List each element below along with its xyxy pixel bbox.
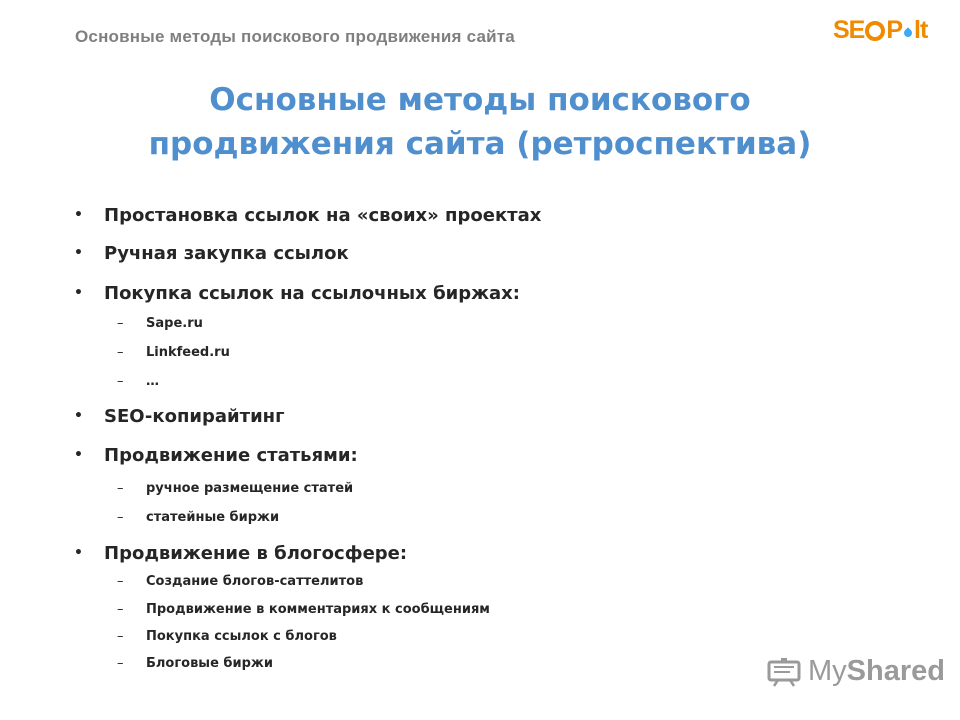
slide-title-line2: продвижения сайта (ретроспектива) <box>148 126 812 162</box>
list-item-text: SEO-копирайтинг <box>104 406 285 427</box>
sub-list-item <box>117 374 159 389</box>
list-item <box>74 243 349 264</box>
watermark-my: My <box>808 655 847 687</box>
bullet-icon: • <box>74 545 83 561</box>
watermark-shared: Shared <box>846 655 945 687</box>
sub-list-item-text: ручное размещение статей <box>146 481 354 496</box>
list-item-text: Продвижение статьями: <box>104 445 358 466</box>
sub-list-item <box>117 510 279 525</box>
list-item-text: Ручная закупка ссылок <box>104 243 349 264</box>
list-item <box>74 445 358 466</box>
list-item-text: Простановка ссылок на «своих» проектах <box>104 205 542 226</box>
sub-list-item-text: Блоговые биржи <box>146 656 273 671</box>
header-title: Основные методы поискового продвижения сайта <box>75 27 515 46</box>
slide-title <box>0 78 960 166</box>
list-item-text: Продвижение в блогосфере: <box>104 543 408 564</box>
bullet-icon: • <box>74 447 83 463</box>
logo-drop-icon <box>903 28 913 40</box>
sub-list-item <box>117 345 230 360</box>
logo-text-right: lt <box>914 15 928 44</box>
sub-list-item <box>117 629 337 644</box>
seopult-logo <box>833 16 927 44</box>
dash-icon: – <box>117 656 124 671</box>
dash-icon: – <box>117 481 124 496</box>
sub-list-item-text: Linkfeed.ru <box>146 345 230 360</box>
list-item-text: Покупка ссылок на ссылочных биржах: <box>104 283 520 304</box>
sub-list-item-text: Создание блогов-саттелитов <box>146 574 364 589</box>
bullet-icon: • <box>74 408 83 424</box>
sub-list-item <box>117 656 273 671</box>
dash-icon: – <box>117 574 124 589</box>
bullet-icon: • <box>74 285 83 301</box>
list-item <box>74 406 285 427</box>
sub-list-item-text: Sape.ru <box>146 316 203 331</box>
list-item <box>74 543 407 564</box>
sub-list-item <box>117 481 353 496</box>
logo-text-left: SE <box>833 15 865 44</box>
list-item <box>74 283 520 304</box>
list-item <box>74 205 541 226</box>
sub-list-item <box>117 574 363 589</box>
sub-list-item <box>117 602 490 617</box>
dash-icon: – <box>117 345 124 360</box>
logo-p: P <box>886 15 903 44</box>
dash-icon: – <box>117 316 124 331</box>
sub-list-item-text: статейные биржи <box>146 510 280 525</box>
dash-icon: – <box>117 510 124 525</box>
sub-list-item <box>117 316 203 331</box>
dash-icon: – <box>117 629 124 644</box>
myshared-watermark <box>766 655 945 688</box>
dash-icon: – <box>117 374 124 389</box>
slide-title-line1: Основные методы поискового <box>209 82 751 118</box>
bullet-icon: • <box>74 207 83 223</box>
projector-icon <box>766 657 804 687</box>
bullet-icon: • <box>74 245 83 261</box>
sub-list-item-text: … <box>146 374 159 389</box>
logo-o-icon <box>865 21 885 41</box>
sub-list-item-text: Продвижение в комментариях к сообщениям <box>146 602 490 617</box>
dash-icon: – <box>117 602 124 617</box>
sub-list-item-text: Покупка ссылок с блогов <box>146 629 337 644</box>
